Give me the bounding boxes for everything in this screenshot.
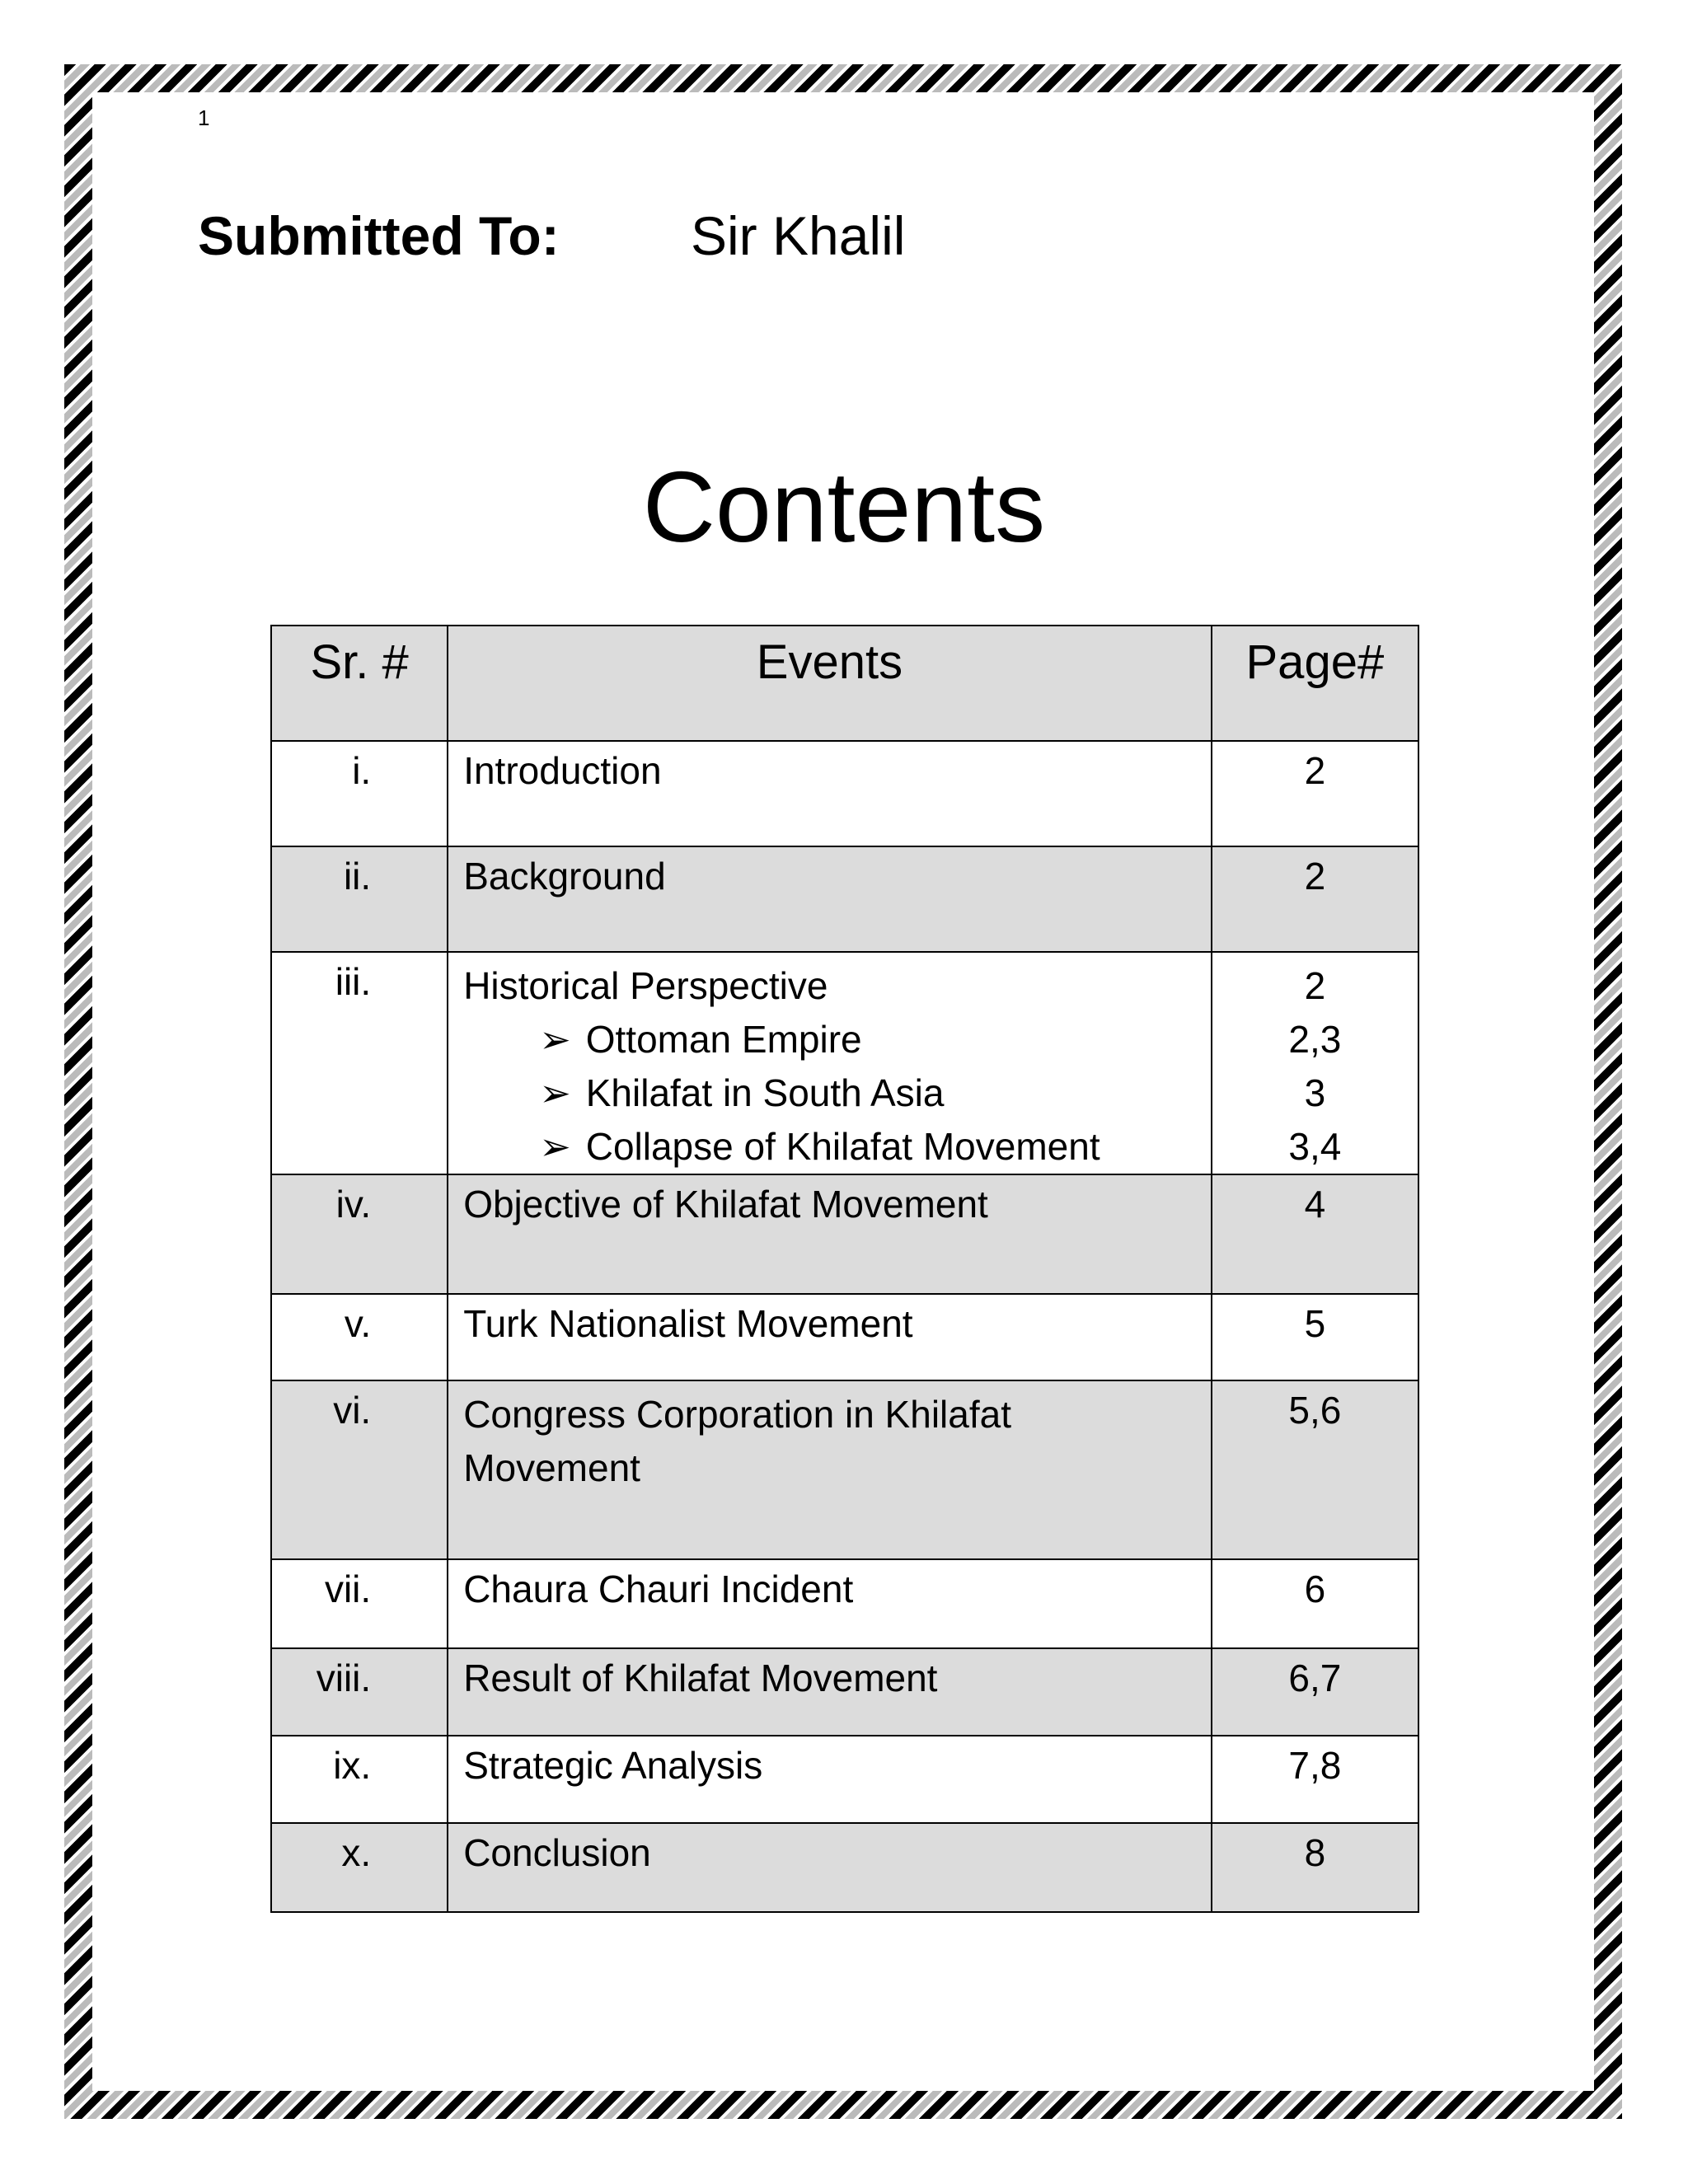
- row-pages-main: 2: [1304, 964, 1326, 1007]
- row-sr: ix.: [271, 1736, 448, 1823]
- sub-item-pages: 2,3: [1288, 1018, 1342, 1061]
- row-event: Introduction: [448, 741, 1212, 846]
- submitted-to: [198, 204, 906, 267]
- row-sr: i.: [271, 741, 448, 846]
- row-sr: viii.: [271, 1648, 448, 1736]
- header-page: Page#: [1212, 626, 1418, 741]
- contents-table: [270, 625, 1419, 1913]
- row-pages: 2: [1212, 846, 1418, 952]
- sub-item: ➢ Collapse of Khilafat Movement: [463, 1120, 1211, 1174]
- row-sr: vii.: [271, 1559, 448, 1648]
- page-number: 1: [198, 105, 210, 130]
- contents-title: Contents: [642, 451, 1046, 563]
- row-sr: iv.: [271, 1174, 448, 1294]
- sub-item: ➢ Khilafat in South Asia: [463, 1066, 1211, 1120]
- table-row: [271, 1174, 1418, 1294]
- row-pages: [1212, 952, 1418, 1174]
- table-row: [271, 1648, 1418, 1736]
- row-pages: 5: [1212, 1294, 1418, 1380]
- row-pages: 4: [1212, 1174, 1418, 1294]
- row-event: Background: [448, 846, 1212, 952]
- row-event: Turk Nationalist Movement: [448, 1294, 1212, 1380]
- sub-item-pages: 3,4: [1288, 1125, 1342, 1168]
- table-row: [271, 846, 1418, 952]
- row-sr: iii.: [271, 952, 448, 1174]
- row-event: Chaura Chauri Incident: [448, 1559, 1212, 1648]
- row-event: Strategic Analysis: [448, 1736, 1212, 1823]
- row-event: Result of Khilafat Movement: [448, 1648, 1212, 1736]
- row-event-main: Historical Perspective: [463, 964, 828, 1007]
- submitted-to-value: Sir Khalil: [691, 205, 906, 266]
- row-sr: ii.: [271, 846, 448, 952]
- table-row: [271, 952, 1418, 1174]
- table-row: [271, 1294, 1418, 1380]
- sub-item: ➢ Ottoman Empire: [463, 1013, 1211, 1066]
- row-event: Objective of Khilafat Movement: [448, 1174, 1212, 1294]
- table-row: [271, 741, 1418, 846]
- row-pages: 5,6: [1212, 1380, 1418, 1559]
- row-event: [448, 1380, 1212, 1559]
- submitted-to-label: Submitted To:: [198, 205, 560, 266]
- row-event-line: Congress Corporation in Khilafat: [463, 1393, 1011, 1436]
- table-header-row: [271, 626, 1418, 741]
- row-event: [448, 952, 1212, 1174]
- header-events: Events: [448, 626, 1212, 741]
- row-pages: 6: [1212, 1559, 1418, 1648]
- row-pages: 2: [1212, 741, 1418, 846]
- row-pages: 7,8: [1212, 1736, 1418, 1823]
- header-sr: Sr. #: [271, 626, 448, 741]
- sub-item-pages: 3: [1304, 1071, 1326, 1114]
- row-event-line: Movement: [463, 1446, 640, 1489]
- row-event: Conclusion: [448, 1823, 1212, 1912]
- row-sr: v.: [271, 1294, 448, 1380]
- row-sr: vi.: [271, 1380, 448, 1559]
- table-row: [271, 1736, 1418, 1823]
- row-pages: 6,7: [1212, 1648, 1418, 1736]
- table-row: [271, 1380, 1418, 1559]
- table-row: [271, 1559, 1418, 1648]
- table-row: [271, 1823, 1418, 1912]
- row-sr: x.: [271, 1823, 448, 1912]
- row-pages: 8: [1212, 1823, 1418, 1912]
